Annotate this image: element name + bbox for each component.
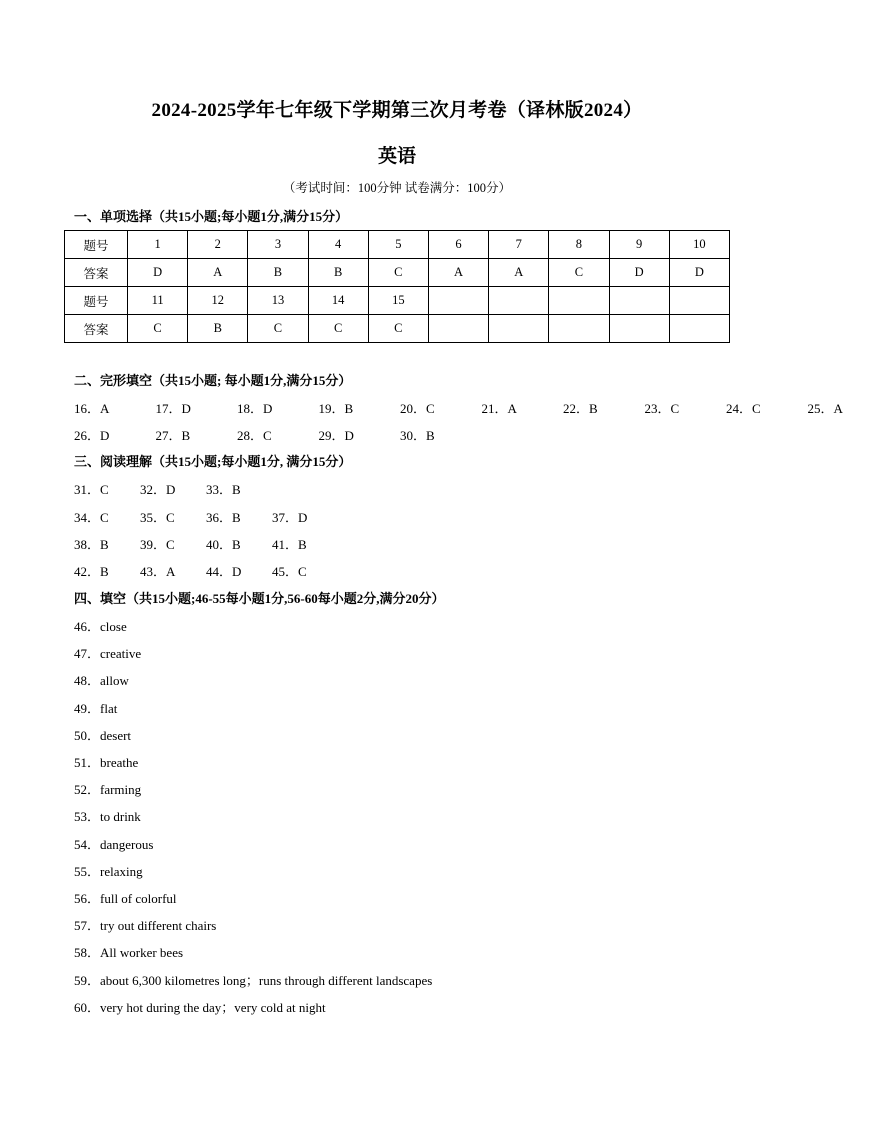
answer-item: 32．D (140, 482, 176, 497)
answer-table-cell: C (128, 315, 188, 343)
fill-answer-item (74, 616, 127, 635)
fill-answer-text: breathe (100, 755, 139, 770)
answer-table-cell: B (308, 259, 368, 287)
fill-answer-number: 46． (74, 619, 101, 634)
answer-item: 25．A (807, 401, 843, 416)
fill-answer-number: 52． (74, 782, 101, 798)
answer-item: 39．C (140, 537, 175, 552)
answer-table-cell: 14 (308, 287, 368, 315)
answer-table-row-label: 答案 (65, 315, 128, 343)
fill-answer-text: about 6,300 kilometres long；runs through different landscapes (100, 972, 433, 988)
answer-item: 27．B (155, 428, 191, 443)
answer-table-cell: B (188, 315, 248, 343)
answer-item: 28．C (237, 428, 272, 443)
fill-answer-text: farming (100, 782, 142, 798)
fill-answer-item (74, 834, 153, 853)
answer-item: 43．A (140, 564, 176, 579)
fill-answer-item (74, 698, 117, 717)
answer-item: 30．B (400, 428, 435, 443)
section3-line (74, 479, 272, 498)
fill-answer-text: try out different chairs (100, 918, 217, 934)
answer-item: 22．B (563, 401, 598, 416)
fill-answer-number: 57． (74, 918, 101, 934)
answer-table-row (65, 231, 730, 259)
answer-table-cell: 15 (368, 287, 428, 315)
answer-table-row (65, 315, 730, 343)
fill-answer-item (74, 643, 141, 662)
answer-table-cell: 13 (248, 287, 308, 315)
fill-answer-text: dangerous (100, 836, 154, 852)
answer-table-row (65, 287, 730, 315)
answer-table-row-label: 题号 (65, 231, 128, 259)
fill-answer-item (74, 752, 138, 771)
answer-item: 24．C (726, 401, 761, 416)
fill-answer-item (74, 970, 432, 989)
answer-table-cell (428, 287, 488, 315)
answer-table-row-label: 答案 (65, 259, 128, 287)
section4-title: 四、填空（共15小题;46-55每小题1分,56-60每小题2分,满分20分） (74, 591, 445, 606)
answer-item: 41．B (272, 537, 307, 552)
answer-table-cell: 7 (489, 231, 549, 259)
fill-answer-item (74, 779, 141, 798)
answer-item: 16．A (74, 401, 110, 416)
answer-item: 33．B (206, 482, 241, 497)
fill-answer-item (74, 806, 141, 825)
fill-answer-number: 49． (74, 700, 101, 716)
answer-table-cell: 10 (669, 231, 729, 259)
fill-answer-text: very hot during the day；very cold at night (100, 999, 326, 1015)
fill-answer-text: creative (100, 646, 142, 662)
answer-item: 21．A (481, 401, 517, 416)
fill-answer-text: close (100, 619, 127, 634)
section3-line (74, 534, 338, 553)
answer-item: 23．C (644, 401, 680, 416)
fill-answer-item (74, 997, 326, 1016)
fill-answer-text: full of colorful (100, 891, 177, 906)
answer-table-cell: 1 (128, 231, 188, 259)
fill-answer-item (74, 670, 129, 689)
answer-item: 29．D (318, 428, 354, 443)
answer-table-cell: D (128, 259, 188, 287)
fill-answer-number: 47． (74, 646, 101, 662)
answer-table-cell: 12 (188, 287, 248, 315)
section2-line (74, 398, 889, 417)
fill-answer-number: 60． (74, 999, 101, 1015)
answer-item: 17．D (155, 401, 191, 416)
fill-answer-number: 58． (74, 945, 101, 961)
exam-meta: （考试时间：100分钟 试卷满分：100分） (282, 181, 512, 195)
answer-table-cell: C (308, 315, 368, 343)
answer-table-cell: 5 (368, 231, 428, 259)
answer-item: 42．B (74, 564, 109, 579)
answer-table-cell: D (669, 259, 729, 287)
answer-table-cell: D (609, 259, 669, 287)
fill-answer-number: 54． (74, 836, 101, 852)
fill-answer-text: All worker bees (100, 945, 184, 961)
answer-item: 35．C (140, 510, 175, 525)
answer-table-cell (669, 287, 729, 315)
answer-table-cell: 11 (128, 287, 188, 315)
answer-table-cell: 2 (188, 231, 248, 259)
answer-table-cell (609, 315, 669, 343)
fill-answer-number: 51． (74, 755, 101, 770)
answer-table-cell (489, 287, 549, 315)
fill-answer-number: 56． (74, 891, 101, 906)
fill-answer-item (74, 888, 177, 907)
answer-table-cell: C (368, 259, 428, 287)
answer-table (64, 230, 730, 343)
answer-item: 45．C (272, 564, 307, 579)
answer-table-cell: C (549, 259, 609, 287)
answer-item: 36．B (206, 510, 241, 525)
section3-line (74, 561, 338, 580)
fill-answer-number: 59． (74, 972, 101, 988)
fill-answer-number: 48． (74, 673, 101, 689)
answer-table-cell (549, 315, 609, 343)
answer-table-row (65, 259, 730, 287)
section2-title: 二、完形填空（共15小题; 每小题1分,满分15分） (74, 373, 352, 388)
answer-item: 38．B (74, 537, 109, 552)
fill-answer-item (74, 725, 131, 744)
answer-table-cell: 9 (609, 231, 669, 259)
fill-answer-text: allow (100, 673, 129, 689)
answer-table-cell (669, 315, 729, 343)
answer-item: 26．D (74, 428, 110, 443)
answer-item: 19．B (318, 401, 354, 416)
answer-table-cell: C (368, 315, 428, 343)
answer-table-cell: 4 (308, 231, 368, 259)
fill-answer-text: flat (100, 700, 118, 716)
answer-table-cell (489, 315, 549, 343)
answer-table-cell (549, 287, 609, 315)
answer-table-cell: A (188, 259, 248, 287)
answer-item: 37．D (272, 510, 308, 525)
subject-title: 英语 (377, 146, 416, 167)
answer-table-row-label: 题号 (65, 287, 128, 315)
answer-table-cell: B (248, 259, 308, 287)
exam-title: 2024-2025学年七年级下学期第三次月考卷（译林版2024） (151, 100, 643, 121)
answer-table-cell: A (428, 259, 488, 287)
section1-title: 一、单项选择（共15小题;每小题1分,满分15分） (74, 209, 349, 224)
answer-table-cell: 8 (549, 231, 609, 259)
answer-item: 31．C (74, 482, 109, 497)
fill-answer-text: desert (100, 727, 132, 743)
section3-line (74, 507, 338, 526)
answer-item: 40．B (206, 537, 241, 552)
fill-answer-text: to drink (100, 809, 141, 825)
answer-table-cell: C (248, 315, 308, 343)
answer-table-cell (609, 287, 669, 315)
answer-item: 20．C (400, 401, 435, 416)
fill-answer-item (74, 942, 183, 961)
fill-answer-item (74, 915, 216, 934)
fill-answer-number: 55． (74, 863, 101, 879)
answer-item: 18．D (237, 401, 273, 416)
answer-item: 34．C (74, 510, 109, 525)
fill-answer-number: 50． (74, 727, 101, 743)
answer-table-cell: 3 (248, 231, 308, 259)
answer-item: 44．D (206, 564, 242, 579)
answer-table-cell: 6 (428, 231, 488, 259)
fill-answer-text: relaxing (100, 863, 143, 879)
answer-table-cell (428, 315, 488, 343)
answer-table-cell: A (489, 259, 549, 287)
section2-line (74, 425, 482, 444)
section3-title: 三、阅读理解（共15小题;每小题1分, 满分15分） (74, 454, 352, 469)
fill-answer-number: 53． (74, 809, 101, 825)
fill-answer-item (74, 861, 143, 880)
